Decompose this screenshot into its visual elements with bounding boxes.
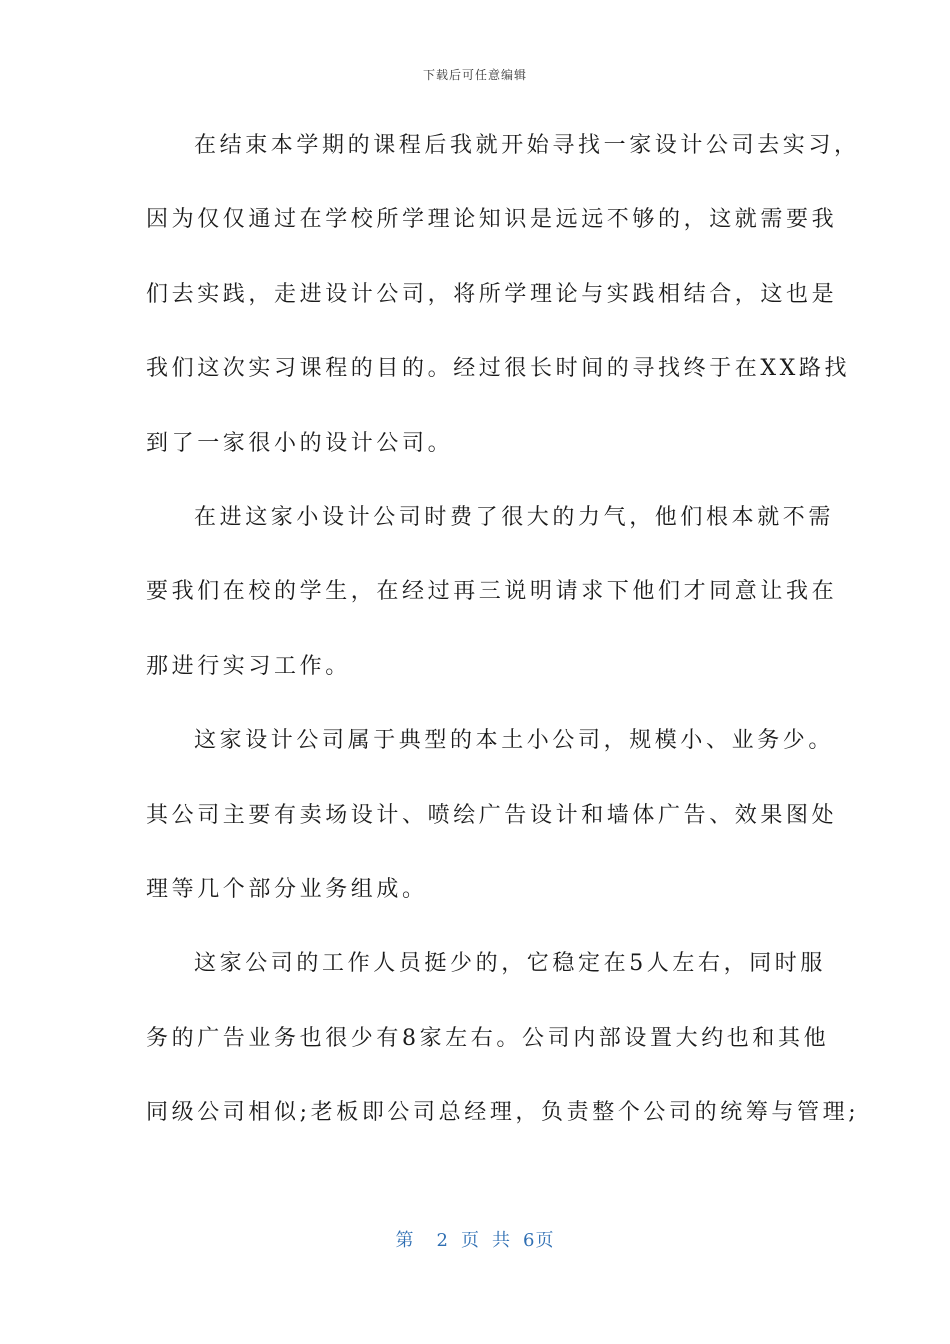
paragraph-1-line-5: 到了一家很小的设计公司。 xyxy=(146,430,454,456)
footer-prefix: 第 xyxy=(395,1230,415,1251)
total-pages-number: 6 xyxy=(523,1230,536,1251)
paragraph-3-line-2: 其公司主要有卖场设计、喷绘广告设计和墙体广告、效果图处 xyxy=(146,802,838,828)
current-page-number: 2 xyxy=(436,1230,449,1251)
document-body xyxy=(146,122,860,1163)
paragraph-4-line-2: 务的广告业务也很少有8家左右。公司内部设置大约也和其他 xyxy=(146,1025,830,1051)
paragraph-2-line-1: 在进这家小设计公司时费了很大的力气，他们根本就不需 xyxy=(194,504,835,530)
paragraph-1-line-1: 在结束本学期的课程后我就开始寻找一家设计公司去实习， xyxy=(194,133,860,158)
page-header: 下载后可任意编辑 xyxy=(422,68,527,82)
paragraph-4-line-3: 同级公司相似;老板即公司总经理，负责整个公司的统筹与管理; xyxy=(146,1100,860,1126)
footer-total-word: 共 xyxy=(492,1230,511,1251)
paragraph-3-line-3: 理等几个部分业务组成。 xyxy=(146,876,428,902)
paragraph-3-line-1: 这家设计公司属于典型的本土小公司，规模小、业务少。 xyxy=(194,728,835,754)
footer-page-word: 页 xyxy=(461,1230,480,1251)
paragraph-1-line-4: 我们这次实习课程的目的。经过很长时间的寻找终于在XX路找 xyxy=(146,356,851,382)
paragraph-1-line-3: 们去实践，走进设计公司，将所学理论与实践相结合，这也是 xyxy=(146,281,838,307)
paragraph-2-line-3: 那进行实习工作。 xyxy=(146,653,351,679)
paragraph-4-line-1: 这家公司的工作人员挺少的，它稳定在5人左右，同时服 xyxy=(194,951,826,977)
footer-suffix: 页 xyxy=(535,1230,555,1251)
paragraph-1-line-2: 因为仅仅通过在学校所学理论知识是远远不够的，这就需要我 xyxy=(146,207,838,233)
page-footer xyxy=(0,1226,950,1252)
paragraph-2-line-2: 要我们在校的学生，在经过再三说明请求下他们才同意让我在 xyxy=(146,579,838,605)
